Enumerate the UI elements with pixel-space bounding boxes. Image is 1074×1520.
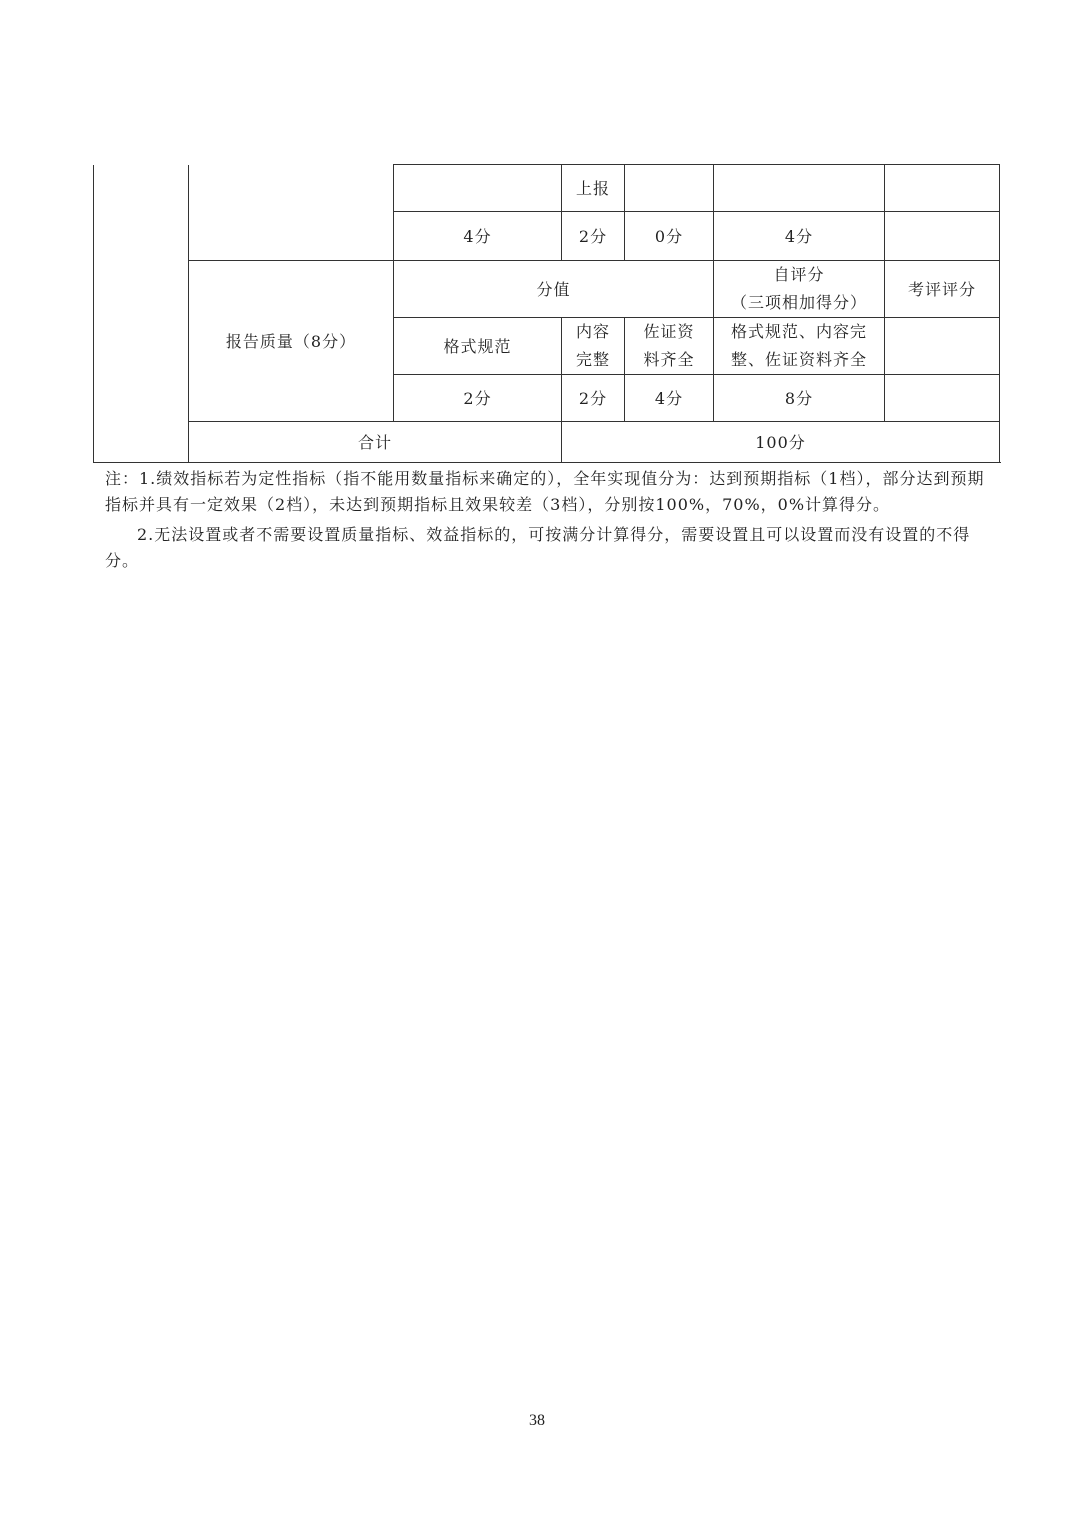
table-row (94, 261, 1000, 318)
total-row (94, 422, 1000, 463)
subcategory-cell (189, 165, 394, 261)
total-label: 合计 (189, 422, 562, 463)
format-label: 格式规范 (394, 318, 562, 375)
self-score-header-line2: （三项相加得分） (730, 293, 867, 312)
table-cell (394, 165, 562, 212)
self-score-header (714, 261, 885, 318)
table-cell (625, 165, 714, 212)
content-label-line2: 完整 (575, 350, 610, 369)
review-score-cell (885, 375, 1000, 422)
content-label (562, 318, 625, 375)
total-value: 100分 (562, 422, 1000, 463)
table-cell (885, 165, 1000, 212)
evidence-label (625, 318, 714, 375)
note-2: 2.无法设置或者不需要设置质量指标、效益指标的，可按满分计算得分，需要设置且可以设置而没有设置的不得分。 (105, 525, 971, 570)
combined-label-line2: 整、佐证资料齐全 (730, 350, 867, 369)
review-score-cell (885, 318, 1000, 375)
note-1: 注：1.绩效指标若为定性指标（指不能用数量指标来确定的），全年实现值分为：达到预期指标（1档），部分达到预期指标并具有一定效果（2档），未达到预期指标且效果较差（3档），分别按100%，70%，0%计算得分。 (105, 469, 985, 514)
score-header: 分值 (394, 261, 714, 318)
page-number: 38 (529, 1412, 545, 1429)
table-cell (714, 165, 885, 212)
report-quality-label: 报告质量（8分） (189, 261, 394, 422)
notes (105, 466, 985, 578)
score-cell: 0分 (625, 212, 714, 261)
combined-label-line1: 格式规范、内容完 (730, 322, 867, 341)
submit-cell: 上报 (562, 165, 625, 212)
table-row (94, 165, 1000, 212)
content-label-line1: 内容 (575, 322, 610, 341)
review-score-header: 考评评分 (885, 261, 1000, 318)
score-cell: 4分 (394, 212, 562, 261)
format-score: 2分 (394, 375, 562, 422)
score-cell: 2分 (562, 212, 625, 261)
content-score: 2分 (562, 375, 625, 422)
category-cell (94, 165, 189, 463)
evidence-score: 4分 (625, 375, 714, 422)
evidence-label-line2: 料齐全 (643, 350, 695, 369)
score-cell: 4分 (714, 212, 885, 261)
score-table (93, 164, 1000, 463)
review-score-cell (885, 212, 1000, 261)
combined-label (714, 318, 885, 375)
evidence-label-line1: 佐证资 (643, 322, 695, 341)
self-score: 8分 (714, 375, 885, 422)
self-score-header-line1: 自评分 (773, 265, 825, 284)
